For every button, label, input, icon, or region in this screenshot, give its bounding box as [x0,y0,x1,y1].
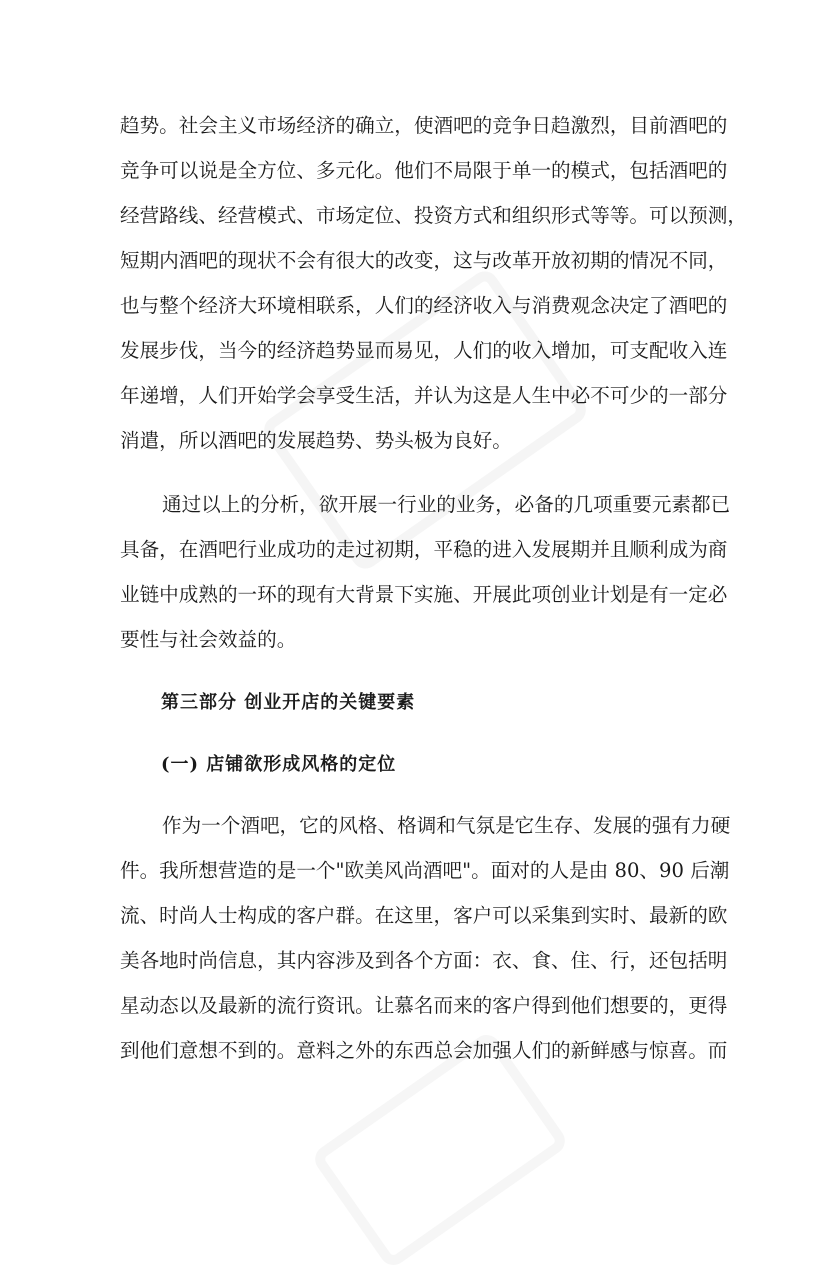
paragraph-line: 消遣，所以酒吧的发展趋势、势头极为良好。 [120,429,512,452]
paragraph-line: 要性与社会效益的。 [120,628,297,651]
paragraph-line: 也与整个经济大环境相联系，人们的经济收入与消费观念决定了酒吧的 [120,294,728,317]
paragraph-line: 业链中成熟的一环的现有大背景下实施、开展此项创业计划是有一定必 [120,583,728,606]
paragraph-line: 趋势。社会主义市场经济的确立，使酒吧的竞争日趋激烈，目前酒吧的 [120,114,728,137]
section-heading: (一) 店铺欲形成风格的定位 [161,754,397,775]
paragraph-line: 具备，在酒吧行业成功的走过初期，平稳的进入发展期并且顺利成为商 [120,538,728,561]
paragraph-line: 经营路线、经营模式、市场定位、投资方式和组织形式等等。可以预测， [120,204,747,227]
paragraph-line: 到他们意想不到的。意料之外的东西总会加强人们的新鲜感与惊喜。而 [120,1039,728,1062]
paragraph-line: 件。我所想营造的是一个"欧美风尚酒吧"。面对的人是由 80、90 后潮 [120,859,730,882]
paragraph-line: 发展步伐，当今的经济趋势显而易见，人们的收入增加，可支配收入连 [120,339,728,362]
paragraph-line: 美各地时尚信息，其内容涉及到各个方面：衣、食、住、行，还包括明 [120,949,728,972]
paragraph-line: 作为一个酒吧，它的风格、格调和气氛是它生存、发展的强有力硬 [162,814,731,837]
paragraph-line: 年递增，人们开始学会享受生活，并认为这是人生中必不可少的一部分 [120,384,728,407]
paragraph-line: 星动态以及最新的流行资讯。让慕名而来的客户得到他们想要的，更得 [120,994,728,1017]
watermark-icon [310,1030,571,1270]
paragraph-line: 竞争可以说是全方位、多元化。他们不局限于单一的模式，包括酒吧的 [120,159,728,182]
paragraph-line: 流、时尚人士构成的客户群。在这里，客户可以采集到实时、最新的欧 [120,904,728,927]
paragraph-line: 通过以上的分析，欲开展一行业的业务，必备的几项重要元素都已 [162,493,731,516]
part-heading: 第三部分 创业开店的关键要素 [161,692,416,713]
paragraph-line: 短期内酒吧的现状不会有很大的改变，这与改革开放初期的情况不同， [120,249,728,272]
